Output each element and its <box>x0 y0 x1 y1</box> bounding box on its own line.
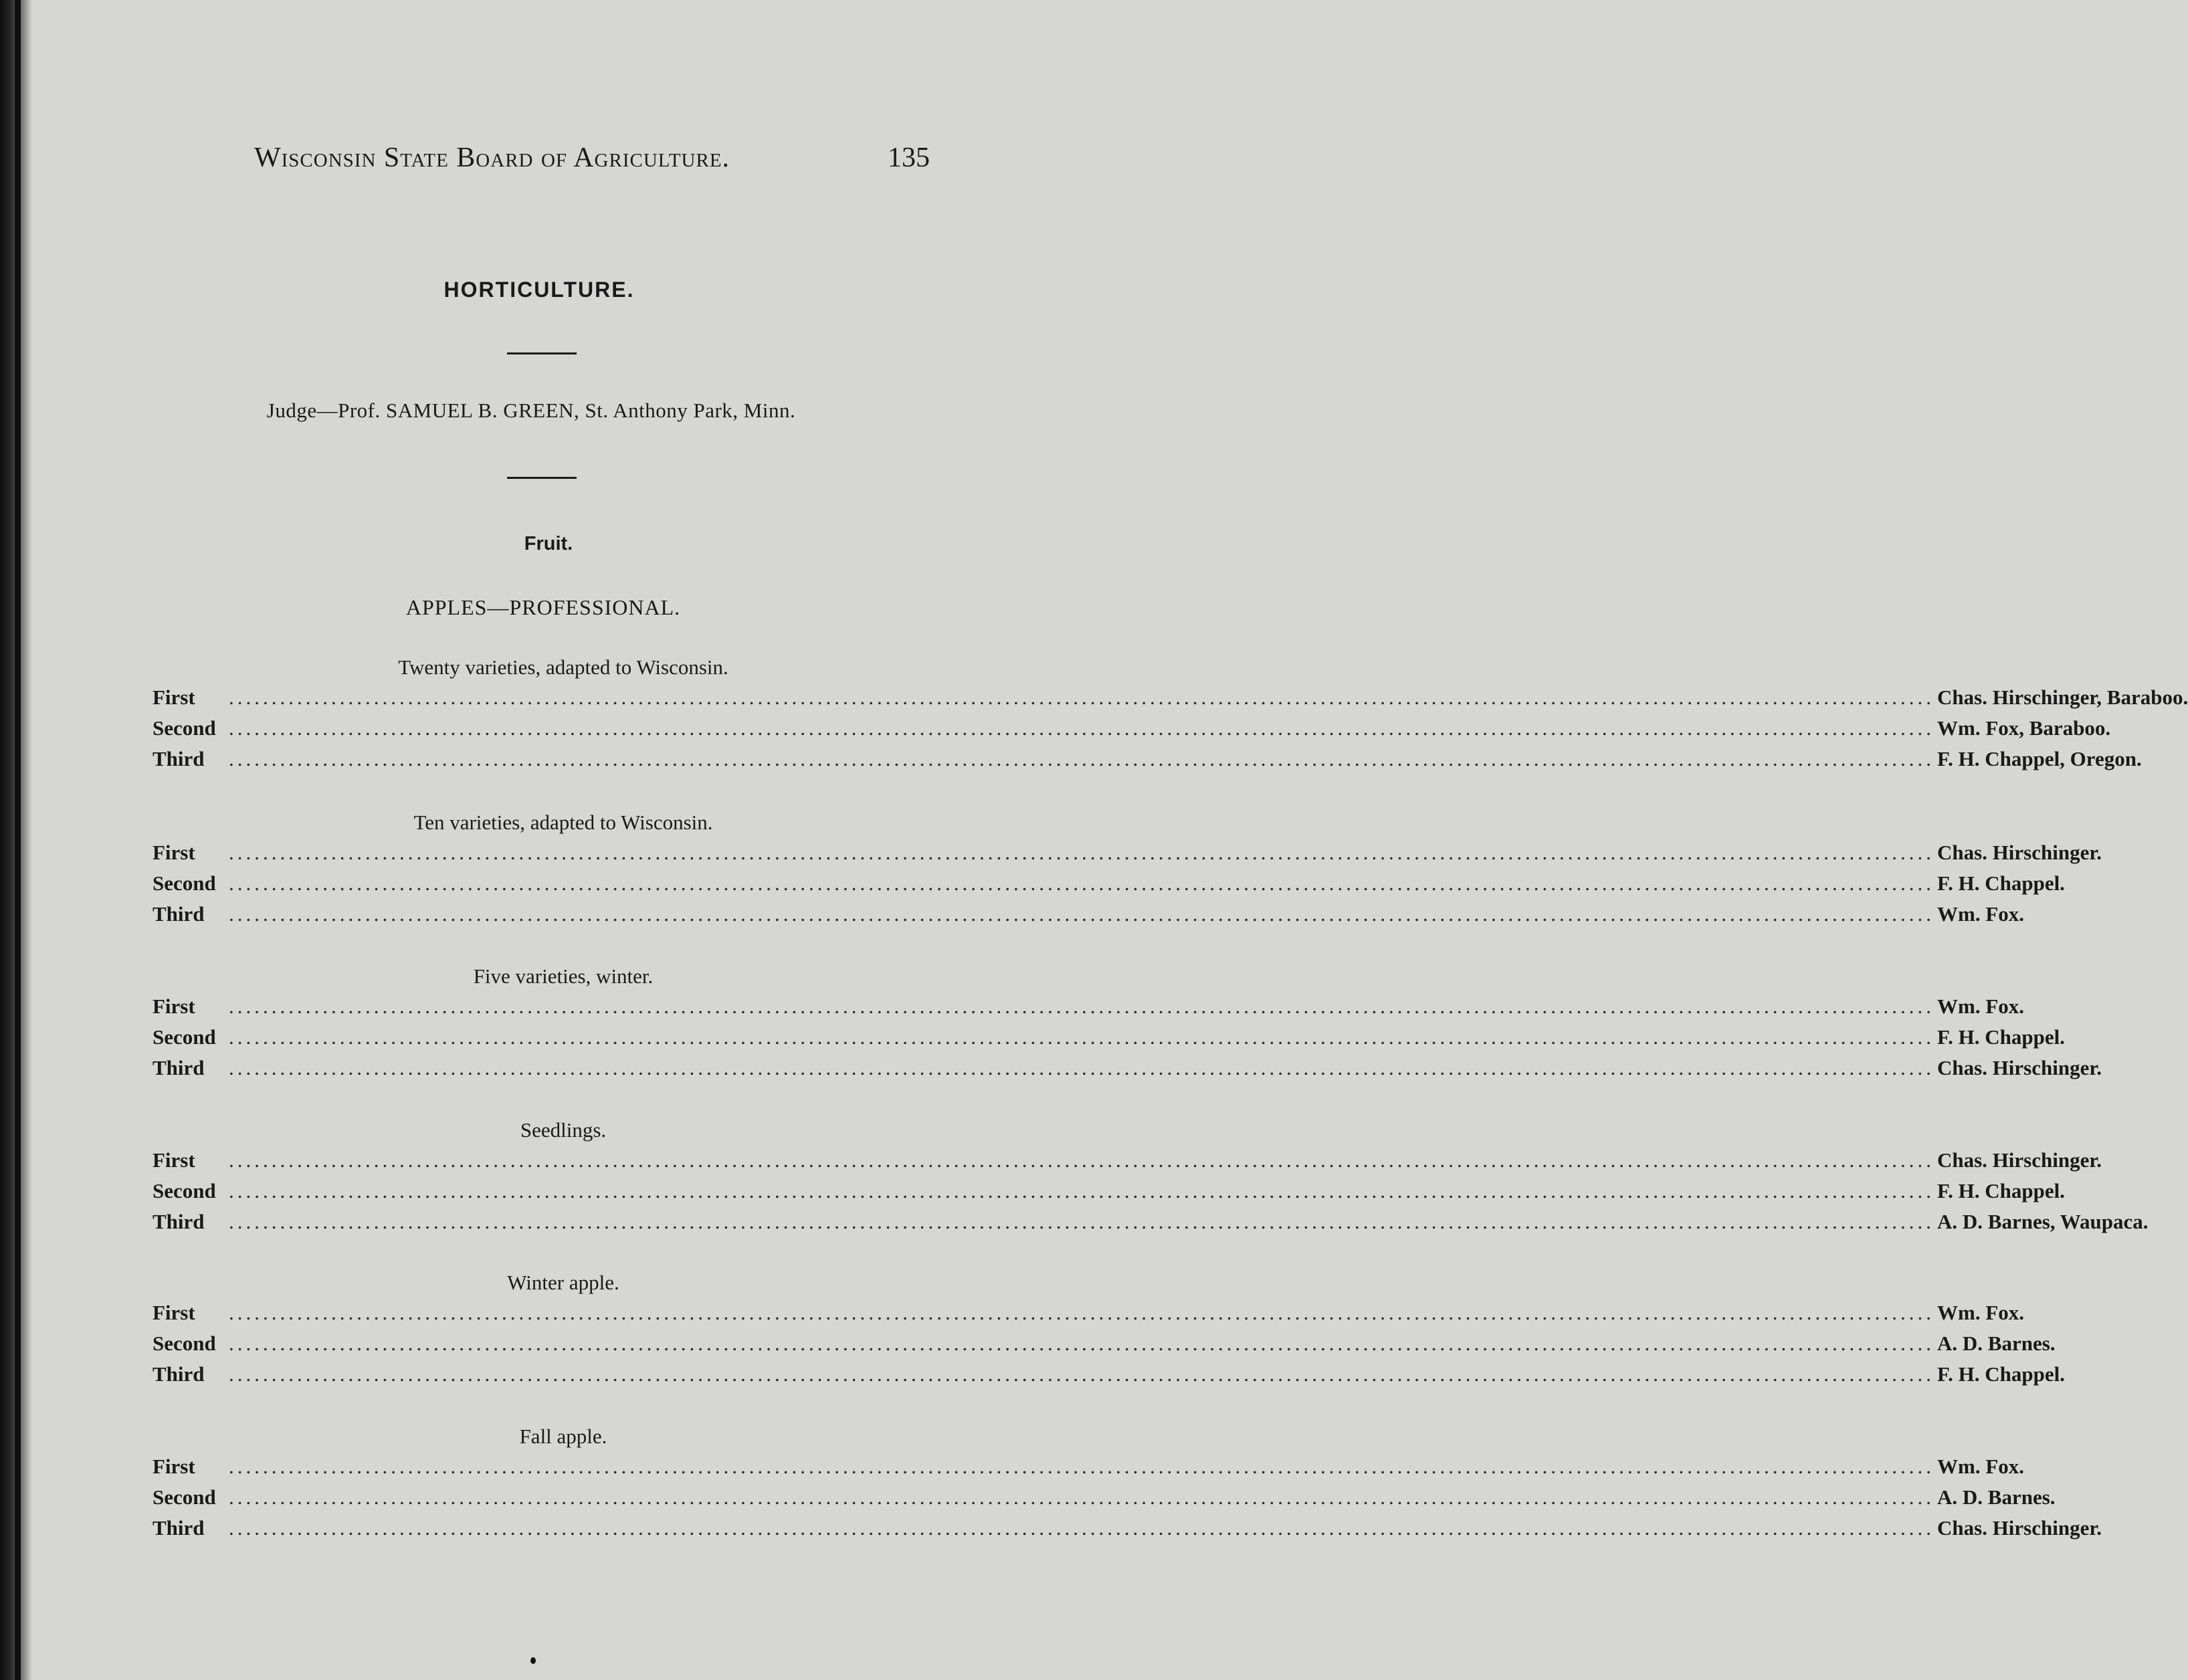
dot-leader: ........................................................................................................................................................................................................ <box>229 1301 1934 1324</box>
dot-leader: ........................................................................................................................................................................................................ <box>229 1332 1934 1355</box>
award-entry <box>153 1359 2065 1390</box>
winner-name: Chas. Hirschinger. <box>1937 841 2102 864</box>
winner-name: F. H. Chappel. <box>1937 871 2065 895</box>
dot-leader: ........................................................................................................................................................................................................ <box>229 716 1934 740</box>
winner-name: Chas. Hirschinger. <box>1937 1056 2102 1079</box>
winner-name: Chas. Hirschinger. <box>1937 1516 2102 1540</box>
winner-name: F. H. Chappel, Oregon. <box>1937 747 2142 770</box>
winner-name: F. H. Chappel. <box>1937 1025 2065 1049</box>
place-label: First <box>153 686 195 709</box>
winner-name: Chas. Hirschinger, Baraboo. <box>1937 686 2188 709</box>
award-group <box>153 963 2102 1083</box>
award-entry <box>153 1176 2065 1206</box>
award-group <box>153 1117 2149 1237</box>
winner-name: A. D. Barnes. <box>1937 1485 2056 1509</box>
winner-name: Wm. Fox. <box>1937 1301 2025 1324</box>
award-group <box>153 1423 2102 1544</box>
dot-leader: ........................................................................................................................................................................................................ <box>229 1455 1934 1478</box>
award-entry <box>153 1451 2025 1482</box>
place-label: Second <box>153 871 216 895</box>
divider-rule <box>507 352 577 354</box>
award-entry <box>153 713 2111 744</box>
place-label: Third <box>153 1516 205 1540</box>
group-title: Twenty varieties, adapted to Wisconsin. <box>398 655 728 679</box>
page-number: 135 <box>888 142 930 173</box>
winner-name: Wm. Fox. <box>1937 1455 2025 1478</box>
group-title: Winter apple. <box>507 1271 619 1294</box>
place-label: First <box>153 1455 195 1478</box>
award-entry <box>153 1297 2025 1328</box>
place-label: Second <box>153 716 216 740</box>
place-label: First <box>153 1301 195 1324</box>
award-entry <box>153 1482 2056 1513</box>
group-title: Seedlings. <box>520 1118 607 1142</box>
dot-leader: ........................................................................................................................................................................................................ <box>229 686 1934 709</box>
group-title: Five varieties, winter. <box>473 964 654 988</box>
place-label: First <box>153 1148 195 1172</box>
award-entry <box>153 1145 2102 1176</box>
binding-edge <box>15 0 21 1680</box>
award-entry <box>153 837 2102 868</box>
place-label: Second <box>153 1179 216 1202</box>
winner-name: Wm. Fox, Baraboo. <box>1937 716 2111 740</box>
place-label: Second <box>153 1025 216 1049</box>
place-label: First <box>153 994 195 1018</box>
dot-leader: ........................................................................................................................................................................................................ <box>229 1362 1934 1386</box>
dot-leader: ........................................................................................................................................................................................................ <box>229 902 1934 926</box>
dot-leader: ........................................................................................................................................................................................................ <box>229 994 1934 1018</box>
award-group <box>153 809 2102 930</box>
winner-name: F. H. Chappel. <box>1937 1362 2065 1386</box>
category-title: APPLES—PROFESSIONAL. <box>405 595 681 619</box>
place-label: Third <box>153 1210 205 1233</box>
subsection-title: Fruit. <box>524 533 573 554</box>
dot-leader: ........................................................................................................................................................................................................ <box>229 1516 1934 1540</box>
award-entry <box>153 1513 2102 1544</box>
place-label: Second <box>153 1332 216 1355</box>
dot-leader: ........................................................................................................................................................................................................ <box>229 1210 1934 1233</box>
place-label: Third <box>153 1056 205 1079</box>
award-group <box>153 654 2188 774</box>
dot-leader: ........................................................................................................................................................................................................ <box>229 1148 1934 1172</box>
group-title: Fall apple. <box>519 1425 607 1448</box>
dot-leader: ........................................................................................................................................................................................................ <box>229 841 1934 864</box>
winner-name: Wm. Fox. <box>1937 902 2025 926</box>
place-label: First <box>153 841 195 864</box>
award-entry <box>153 868 2065 899</box>
winner-name: A. D. Barnes, Waupaca. <box>1937 1210 2149 1233</box>
winner-name: Chas. Hirschinger. <box>1937 1148 2102 1172</box>
dot-leader: ........................................................................................................................................................................................................ <box>229 747 1934 770</box>
section-title: HORTICULTURE. <box>443 278 635 302</box>
place-label: Second <box>153 1485 216 1509</box>
award-entry <box>153 1206 2149 1237</box>
dot-leader: ........................................................................................................................................................................................................ <box>229 1025 1934 1049</box>
winner-name: F. H. Chappel. <box>1937 1179 2065 1202</box>
award-entry <box>153 899 2025 930</box>
divider-rule <box>507 477 577 479</box>
running-title: Wisconsin State Board of Agriculture. <box>254 142 730 173</box>
judge-line: Judge—Prof. SAMUEL B. GREEN, St. Anthony Park, Minn. <box>266 399 796 422</box>
winner-name: Wm. Fox. <box>1937 994 2025 1018</box>
place-label: Third <box>153 747 205 770</box>
award-entry <box>153 991 2025 1022</box>
place-label: Third <box>153 902 205 926</box>
award-group <box>153 1269 2065 1390</box>
ink-speck <box>530 1657 536 1664</box>
running-head <box>254 142 930 189</box>
dot-leader: ........................................................................................................................................................................................................ <box>229 1056 1934 1079</box>
award-entry <box>153 1022 2065 1053</box>
dot-leader: ........................................................................................................................................................................................................ <box>229 1485 1934 1509</box>
award-entry <box>153 682 2188 713</box>
dot-leader: ........................................................................................................................................................................................................ <box>229 871 1934 895</box>
award-entry <box>153 1053 2102 1083</box>
place-label: Third <box>153 1362 205 1386</box>
award-entry <box>153 1328 2056 1359</box>
group-title: Ten varieties, adapted to Wisconsin. <box>413 811 713 834</box>
winner-name: A. D. Barnes. <box>1937 1332 2056 1355</box>
award-entry <box>153 744 2142 774</box>
dot-leader: ........................................................................................................................................................................................................ <box>229 1179 1934 1202</box>
